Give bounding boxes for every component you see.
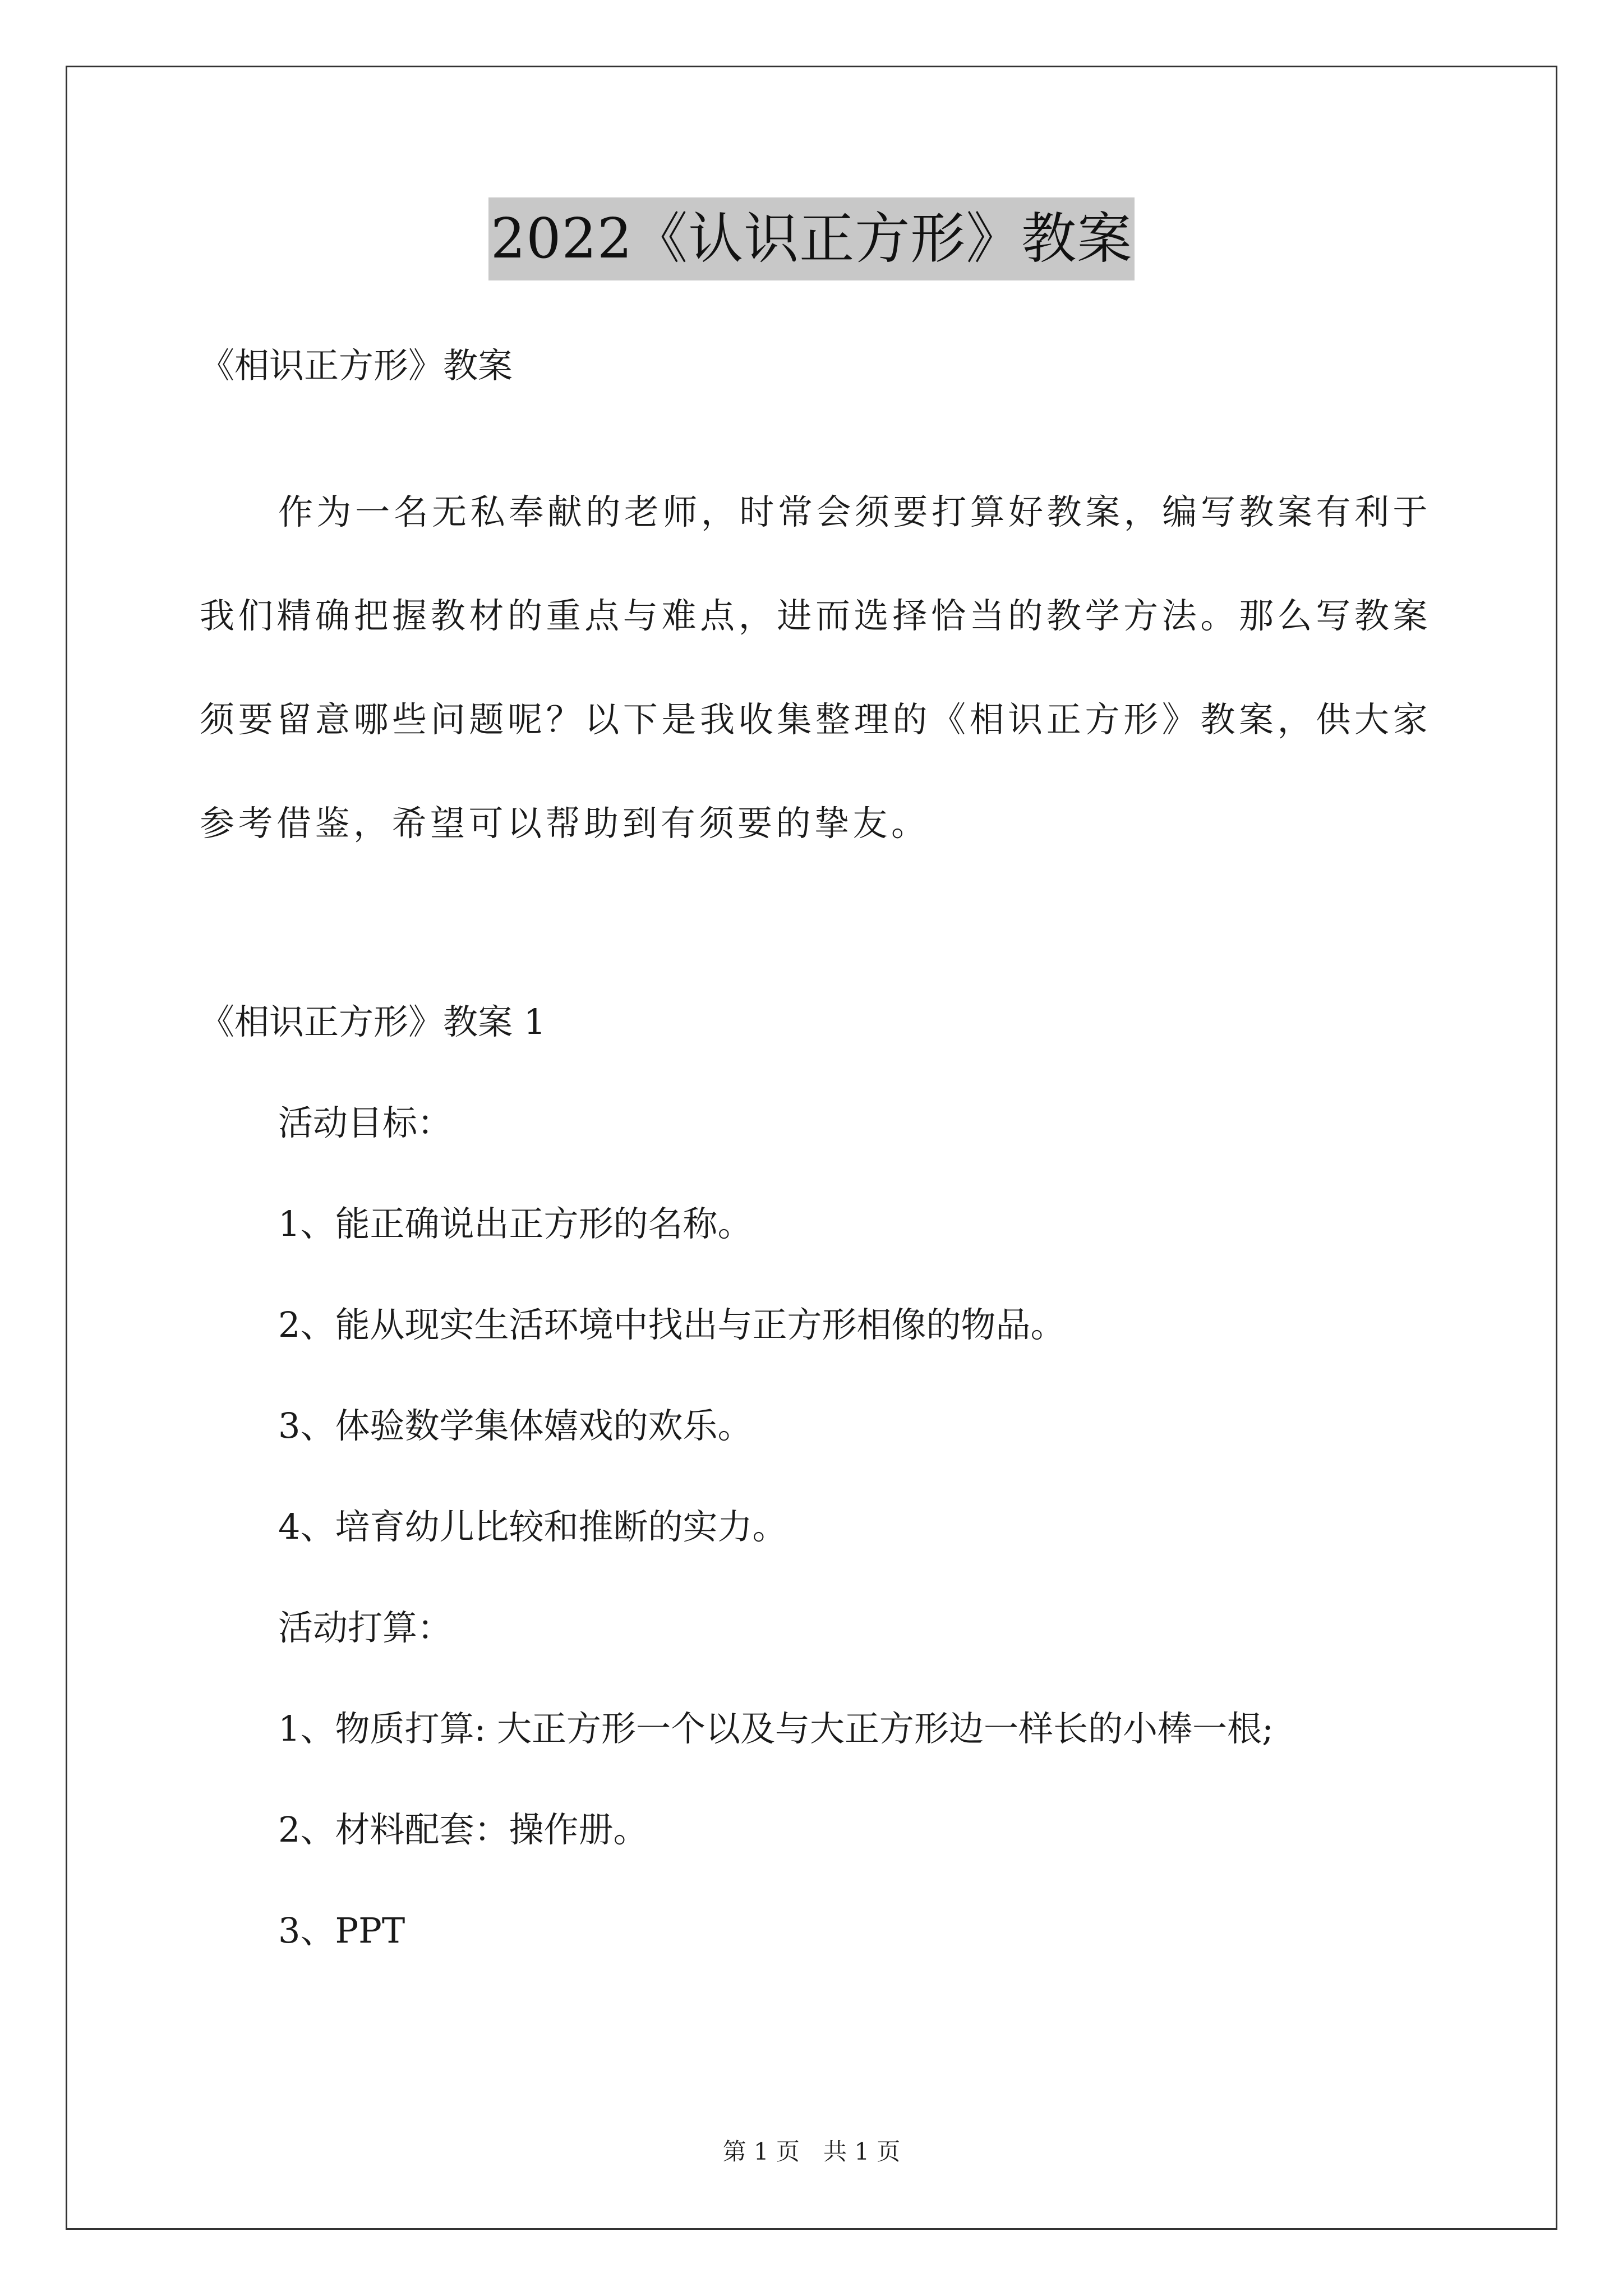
goal-item: 2、能从现实生活环境中找出与正方形相像的物品。 xyxy=(278,1304,1066,1345)
subtitle: 《相识正方形》教案 xyxy=(200,345,513,386)
page-footer: 第 1 页 共 1 页 xyxy=(722,2138,901,2165)
section-title: 《相识正方形》教案 1 xyxy=(200,1001,546,1042)
prep-item: 3、PPT xyxy=(278,1910,405,1951)
goals-heading: 活动目标： xyxy=(278,1102,453,1143)
document-title: 2022《认识正方形》教案 xyxy=(488,197,1135,280)
goal-item: 3、体验数学集体嬉戏的欢乐。 xyxy=(278,1405,753,1446)
goal-item: 1、能正确说出正方形的名称。 xyxy=(278,1203,753,1244)
prep-item: 2、材料配套：操作册。 xyxy=(278,1809,648,1850)
prep-heading: 活动打算： xyxy=(278,1607,453,1648)
title-container xyxy=(0,197,1623,280)
intro-paragraph: 作为一名无私奉献的老师，时常会须要打算好教案，编写教案有利于我们精确把握教材的重点与难点，进而选择恰当的教学方法。那么写教案须要留意哪些问题呢？以下是我收集整理的《相识正方形》教案，供大家参考借鉴，希望可以帮助到有须要的挚友。 xyxy=(200,491,1431,844)
prep-item: 1、物质打算: 大正方形一个以及与大正方形边一样长的小棒一根; xyxy=(278,1708,1274,1749)
goal-item: 4、培育幼儿比较和推断的实力。 xyxy=(278,1506,787,1547)
page-border xyxy=(66,66,1557,2230)
